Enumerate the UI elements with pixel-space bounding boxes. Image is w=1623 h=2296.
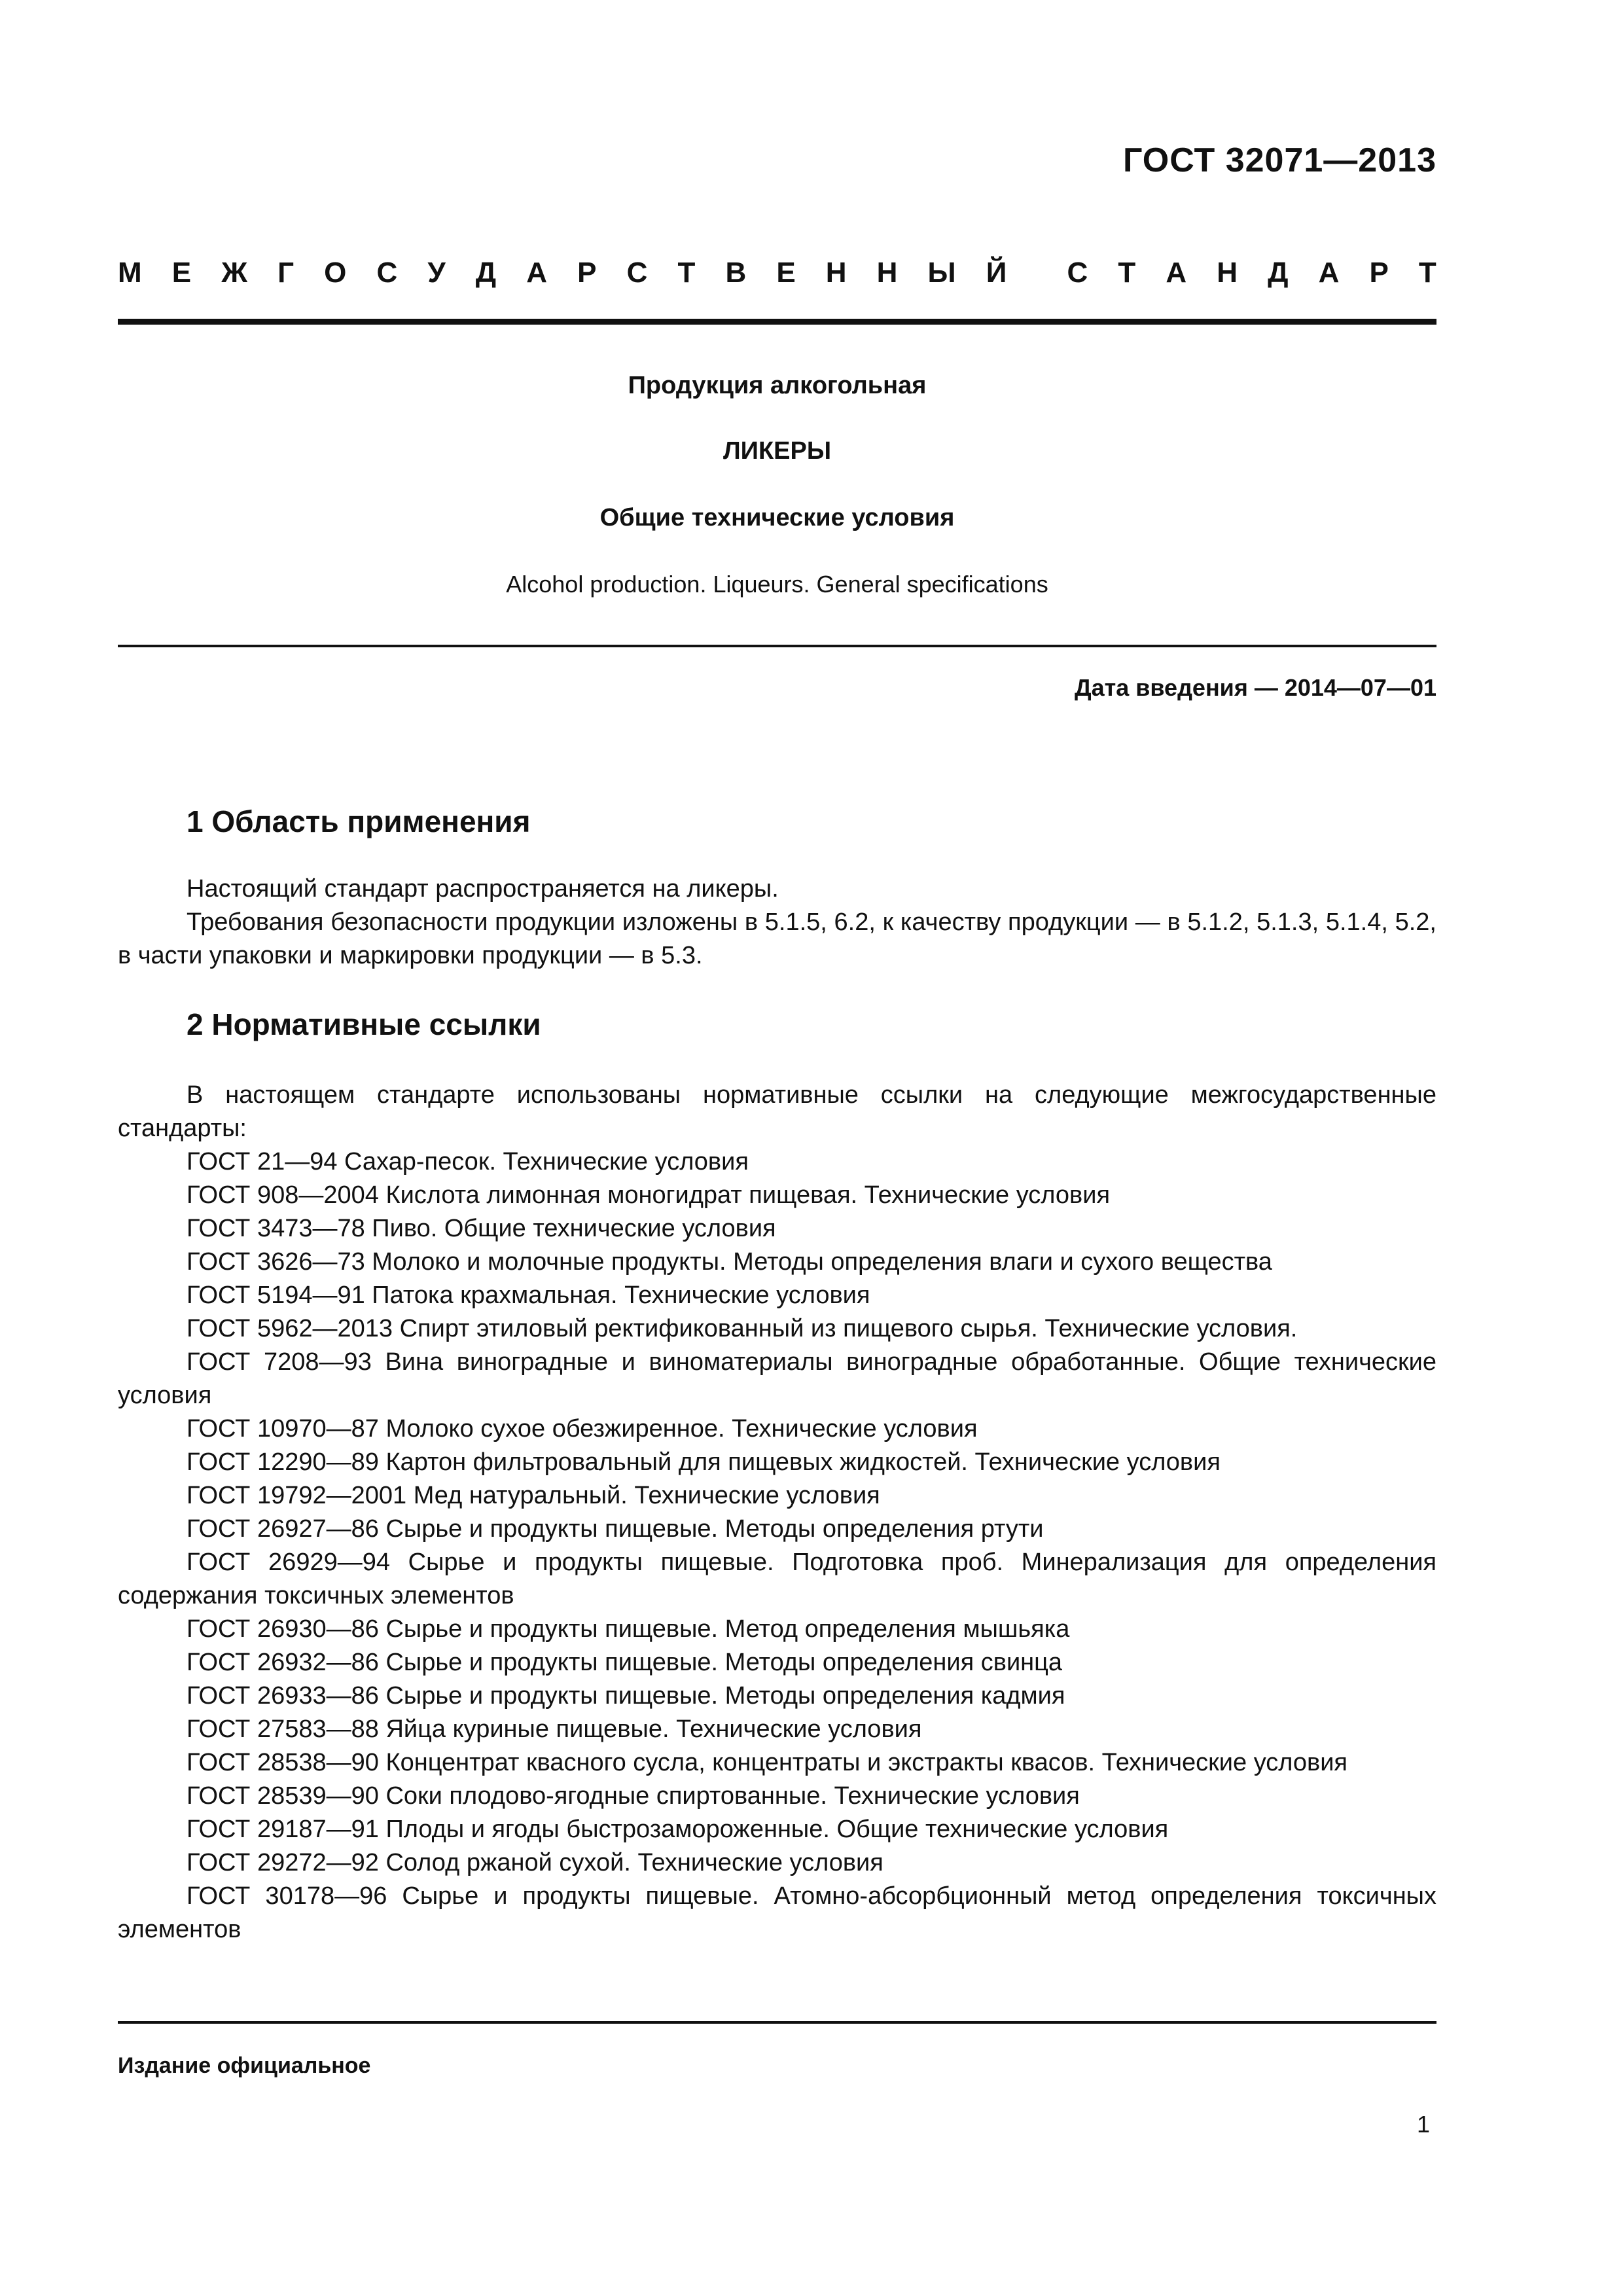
- page-number: 1: [1416, 2111, 1430, 2138]
- reference-item: ГОСТ 26929—94 Сырье и продукты пищевые. Подготовка проб. Минерализация для определения содержания токсичных элементов: [118, 1549, 1436, 1609]
- title-divider: [118, 645, 1436, 647]
- reference-item: ГОСТ 26930—86 Сырье и продукты пищевые. Метод определения мышьяка: [187, 1615, 1070, 1643]
- heading-letter: Т: [677, 257, 696, 289]
- reference-item: ГОСТ 28539—90 Соки плодово-ягодные спиртованные. Технические условия: [187, 1782, 1080, 1810]
- reference-item: ГОСТ 7208—93 Вина виноградные и виноматериалы виноградные обработанные. Общие технические условия: [118, 1348, 1436, 1409]
- introduction-date: Дата введения — 2014—07—01: [1074, 674, 1436, 701]
- reference-item: ГОСТ 28538—90 Концентрат квасного сусла, концентраты и экстракты квасов. Технические условия: [187, 1749, 1348, 1776]
- heading-letter: О: [324, 257, 347, 289]
- heading-letter: Д: [1268, 257, 1289, 289]
- heading-letter: Ы: [927, 257, 956, 289]
- reference-item: ГОСТ 26932—86 Сырье и продукты пищевые. Методы определения свинца: [187, 1649, 1063, 1676]
- heading-letter: С: [1067, 257, 1088, 289]
- heading-letter: А: [1166, 257, 1187, 289]
- document-number: ГОСТ 32071—2013: [1123, 141, 1436, 179]
- heading-letter: Н: [825, 257, 847, 289]
- heading-letter: Й: [986, 257, 1007, 289]
- reference-item: ГОСТ 21—94 Сахар-песок. Технические условия: [187, 1148, 749, 1175]
- section-body-references: [118, 1079, 1436, 1946]
- section-body-scope: [118, 872, 1436, 973]
- reference-item: ГОСТ 12290—89 Картон фильтровальный для пищевых жидкостей. Технические условия: [187, 1448, 1221, 1476]
- header-divider: [118, 319, 1436, 325]
- heading-letter: Ж: [221, 257, 247, 289]
- reference-item: ГОСТ 5194—91 Патока крахмальная. Технические условия: [187, 1282, 870, 1309]
- official-edition-note: Издание официальное: [118, 2053, 371, 2078]
- heading-letter: Д: [475, 257, 497, 289]
- heading-letter: А: [526, 257, 548, 289]
- reference-item: ГОСТ 3473—78 Пиво. Общие технические условия: [187, 1215, 776, 1242]
- heading-letter: В: [725, 257, 747, 289]
- heading-letter: С: [376, 257, 398, 289]
- heading-letter: Т: [1118, 257, 1136, 289]
- paragraph: Настоящий стандарт распространяется на ликеры.: [187, 875, 779, 903]
- heading-letter: Р: [577, 257, 597, 289]
- reference-item: ГОСТ 27583—88 Яйца куриные пищевые. Технические условия: [187, 1715, 922, 1743]
- heading-letter: М: [118, 257, 142, 289]
- reference-item: ГОСТ 29272—92 Солод ржаной сухой. Технические условия: [187, 1849, 883, 1876]
- heading-letter: С: [626, 257, 648, 289]
- reference-list: [118, 1145, 1436, 1946]
- heading-letter: Е: [171, 257, 192, 289]
- section-heading-references: 2 Нормативные ссылки: [187, 1007, 541, 1041]
- reference-item: ГОСТ 10970—87 Молоко сухое обезжиренное. Технические условия: [187, 1415, 978, 1443]
- product-group-title: Продукция алкогольная: [628, 372, 927, 399]
- section-heading-scope: 1 Область применения: [187, 804, 531, 838]
- reference-item: ГОСТ 26927—86 Сырье и продукты пищевые. Методы определения ртути: [187, 1515, 1044, 1543]
- english-title: Alcohol production. Liqueurs. General specifications: [506, 571, 1048, 598]
- paragraph: Требования безопасности продукции изложены в 5.1.5, 6.2, к качеству продукции — в 5.1.2, 5.1.3, 5.1.4, 5.2, в части упаковки и маркировки продукции — в 5.3.: [118, 908, 1436, 969]
- heading-letter: Е: [776, 257, 796, 289]
- heading-letter: Т: [1418, 257, 1436, 289]
- heading-letter: Г: [277, 257, 294, 289]
- reference-item: ГОСТ 908—2004 Кислота лимонная моногидрат пищевая. Технические условия: [187, 1181, 1111, 1209]
- reference-item: ГОСТ 29187—91 Плоды и ягоды быстрозамороженные. Общие технические условия: [187, 1816, 1169, 1843]
- reference-item: ГОСТ 30178—96 Сырье и продукты пищевые. Атомно-абсорбционный метод определения токсичных элементов: [118, 1882, 1436, 1943]
- heading-letter: Н: [1217, 257, 1238, 289]
- reference-item: ГОСТ 26933—86 Сырье и продукты пищевые. Методы определения кадмия: [187, 1682, 1065, 1710]
- heading-letter: У: [427, 257, 446, 289]
- reference-item: ГОСТ 3626—73 Молоко и молочные продукты. Методы определения влаги и сухого вещества: [187, 1248, 1272, 1276]
- heading-letter: Н: [876, 257, 898, 289]
- footer-divider: [118, 2021, 1436, 2024]
- document-subtitle: Общие технические условия: [599, 504, 955, 531]
- standard-type-heading: [118, 257, 1436, 289]
- heading-letter: Р: [1369, 257, 1389, 289]
- reference-item: ГОСТ 19792—2001 Мед натуральный. Технические условия: [187, 1482, 880, 1509]
- document-main-title: ЛИКЕРЫ: [722, 437, 832, 465]
- heading-letter: А: [1318, 257, 1340, 289]
- reference-item: ГОСТ 5962—2013 Спирт этиловый ректификованный из пищевого сырья. Технические условия.: [187, 1315, 1298, 1342]
- paragraph: В настоящем стандарте использованы нормативные ссылки на следующие межгосударственные стандарты:: [118, 1081, 1436, 1142]
